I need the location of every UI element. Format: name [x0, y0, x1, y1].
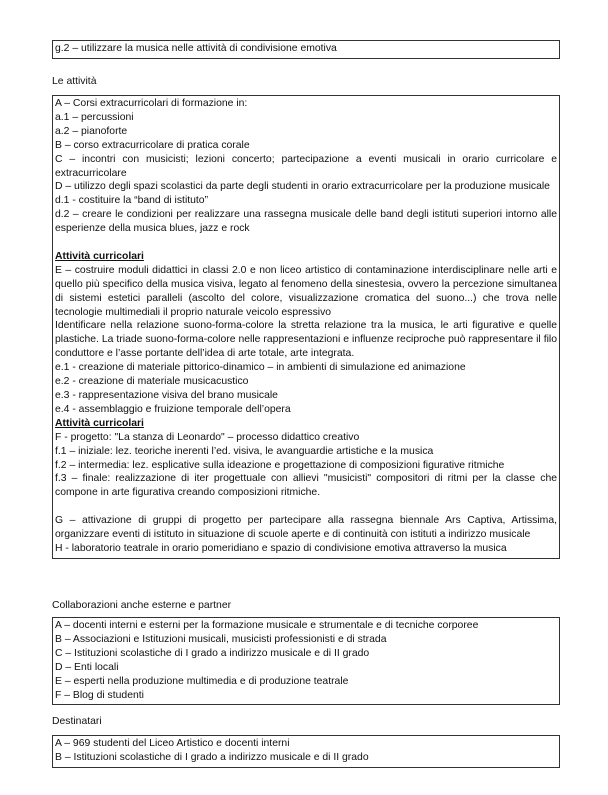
partner-line: A – docenti interni e esterni per la formazione musicale e strumentale e di tecniche corporee — [55, 620, 479, 631]
spacer — [55, 236, 557, 250]
activity-line: H - laboratorio teatrale in orario pomeridiano e spazio di condivisione emotiva attraverso la musica — [55, 542, 507, 554]
recipients-heading: Destinatari — [52, 716, 102, 727]
activity-line: a.2 – pianoforte — [55, 125, 128, 137]
activities-heading: Le attività — [52, 76, 97, 87]
section-title-curricular: Attività curricolari — [55, 250, 144, 262]
activity-line: Identificare nella relazione suono-forma-colore la stretta relazione tra la musica, le arti figurative e quelle plastiche. La triade suono-forma-colore nelle rappresentazioni e influenze reciproche può rappresentare il filo conduttore e l’asse portante dell’idea di arte totale, arte integrata. — [55, 320, 557, 360]
collaborations-box — [52, 617, 560, 705]
activity-line: C – incontri con musicisti; lezioni concerto; partecipazione a eventi musicali in orario curricolare e extracurricolare — [55, 153, 557, 179]
activity-line: B – corso extracurricolare di pratica corale — [55, 139, 250, 151]
activity-line: f.3 – finale: realizzazione di iter progettuale con allievi "musicisti" compositori di ritmi per la classe che compone in arte figurativa creando composizioni ritmiche. — [55, 473, 557, 499]
activity-line: e.4 - assemblaggio e fruizione temporale dell’opera — [55, 403, 291, 415]
recipients-box — [52, 735, 560, 768]
spacer — [55, 500, 557, 514]
collaborations-heading: Collaborazioni anche esterne e partner — [52, 600, 232, 611]
partner-line: C – Istituzioni scolastiche di I grado a indirizzo musicale e di II grado — [55, 647, 370, 659]
activity-line: e.3 - rappresentazione visiva del brano musicale — [55, 390, 278, 402]
activity-line: G – attivazione di gruppi di progetto per partecipare alla rassegna biennale Ars Captiva, Artissima, organizzare eventi di istituto in situazione di scuole aperte e di continuità con istituti a indirizzo musicale — [55, 515, 557, 541]
objective-line: g.2 – utilizzare la musica nelle attività di condivisione emotiva — [55, 43, 337, 54]
partner-line: B – Associazioni e Istituzioni musicali, musicisti professionisti e di strada — [55, 633, 387, 645]
section-title-curricular: Attività curricolari — [55, 417, 144, 429]
activity-line: d.2 – creare le condizioni per realizzare una rassegna musicale delle band degli istituti superiori intorno alle esperienze della musica blues, jazz e rock — [55, 209, 557, 235]
activity-line: d.1 - costituire la “band di istituto” — [55, 195, 209, 207]
activity-line: D – utilizzo degli spazi scolastici da parte degli studenti in orario extracurricolare per la produzione musicale — [55, 181, 550, 193]
partner-line: D – Enti locali — [55, 661, 119, 673]
objectives-box — [52, 40, 560, 59]
activity-line: f.2 – intermedia: lez. esplicative sulla ideazione e progettazione di composizioni figurative ritmiche — [55, 459, 505, 471]
activities-box — [52, 95, 560, 559]
partner-line: E – esperti nella produzione multimedia e di produzione teatrale — [55, 675, 349, 687]
activity-line: E – costruire moduli didattici in classi 2.0 e non liceo artistico di contaminazione interdisciplinare nelle arti e quello più specifico della musica visiva, legato al fenomeno della sinestesia, ovvero la percezione simultanea di sistemi estetici paralleli (ascolto del colore, visualizzazione cromatica del suono...) che trova nelle tecnologie multimediali il proprio naturale veicolo espressivo — [55, 264, 557, 318]
activity-line: e.2 - creazione di materiale musicacustico — [55, 376, 249, 388]
recipient-line: A – 969 studenti del Liceo Artistico e docenti interni — [55, 738, 290, 749]
activity-line: A – Corsi extracurricolari di formazione in: — [55, 98, 248, 109]
activity-line: a.1 – percussioni — [55, 111, 134, 123]
activity-line: F - progetto: "La stanza di Leonardo" – processo didattico creativo — [55, 431, 360, 443]
activity-line: e.1 - creazione di materiale pittorico-dinamico – in ambienti di simulazione ed animazione — [55, 362, 466, 374]
recipient-line: B – Istituzioni scolastiche di I grado a indirizzo musicale e di II grado — [55, 751, 369, 763]
partner-line: F – Blog di studenti — [55, 689, 144, 701]
activity-line: f.1 – iniziale: lez. teoriche inerenti l’ed. visiva, le avanguardie artistiche e la musica — [55, 445, 434, 457]
